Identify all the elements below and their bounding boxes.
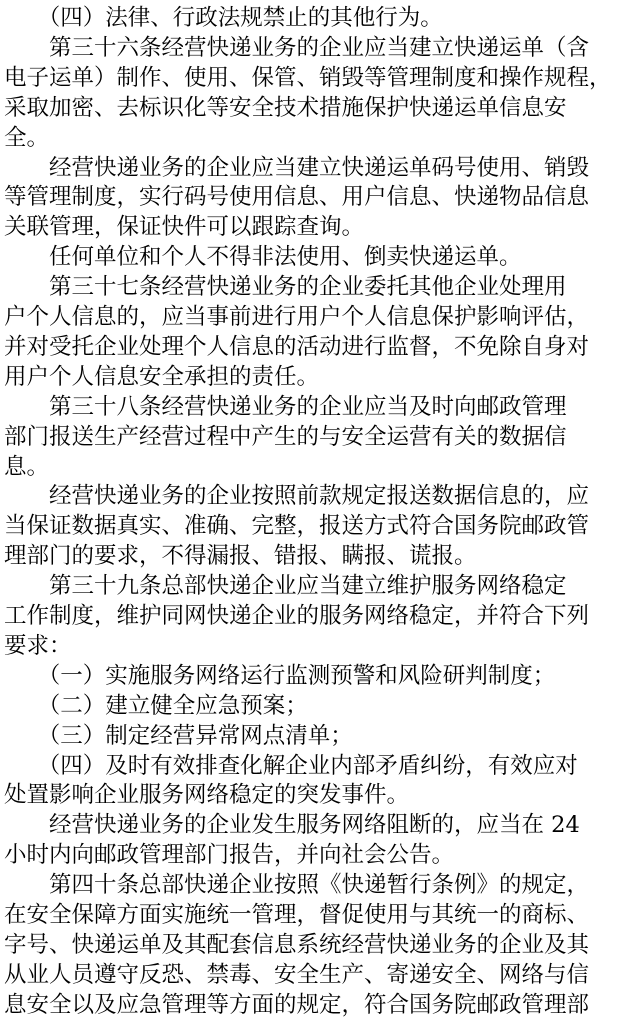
text-line: 第三十七条经营快递业务的企业委托其他企业处理用 bbox=[4, 274, 567, 301]
text-line: 当保证数据真实、准确、完整，报送方式符合国务院邮政管 bbox=[4, 513, 590, 540]
text-line: 理部门的要求，不得漏报、错报、瞒报、谎报。 bbox=[4, 543, 477, 570]
text-line: （三）制定经营异常网点清单； bbox=[4, 722, 353, 749]
text-line: 部门报送生产经营过程中产生的与安全运营有关的数据信 bbox=[4, 423, 567, 450]
text-line: （二）建立健全应急预案； bbox=[4, 692, 308, 719]
document-page bbox=[4, 0, 632, 1018]
text-line: （四）及时有效排查化解企业内部矛盾纠纷，有效应对 bbox=[4, 752, 578, 779]
text-line: 全。 bbox=[4, 124, 50, 151]
text-line: 字号、快递运单及其配套信息系统经营快递业务的企业及其 bbox=[4, 931, 590, 958]
text-line: 息。 bbox=[4, 453, 50, 480]
text-line: 经营快递业务的企业按照前款规定报送数据信息的，应 bbox=[4, 483, 590, 510]
text-line: 息安全以及应急管理等方面的规定，符合国务院邮政管理部 bbox=[4, 991, 590, 1018]
text-line: 采取加密、去标识化等安全技术措施保护快递运单信息安 bbox=[4, 94, 567, 121]
text-line: （一）实施服务网络运行监测预警和风险研判制度； bbox=[4, 662, 556, 689]
text-line: 小时内向邮政管理部门报告，并向社会公告。 bbox=[4, 842, 455, 869]
text-line: 等管理制度，实行码号使用信息、用户信息、快递物品信息 bbox=[4, 184, 590, 211]
text-line: 第四十条总部快递企业按照《快递暂行条例》的规定， bbox=[4, 872, 590, 899]
text-line: 任何单位和个人不得非法使用、倒卖快递运单。 bbox=[4, 244, 522, 271]
text-line: （四）法律、行政法规禁止的其他行为。 bbox=[4, 5, 443, 31]
text-line: 关联管理，保证快件可以跟踪查询。 bbox=[4, 214, 365, 241]
text-line: 用户个人信息安全承担的责任。 bbox=[4, 363, 320, 390]
text-line: 第三十六条经营快递业务的企业应当建立快递运单（含 bbox=[4, 34, 590, 61]
text-line: 并对受托企业处理个人信息的活动进行监督，不免除自身对 bbox=[4, 333, 590, 360]
text-line: 处置影响企业服务网络稳定的突发事件。 bbox=[4, 782, 410, 809]
text-line: 第三十九条总部快递企业应当建立维护服务网络稳定 bbox=[4, 573, 567, 600]
text-line: 电子运单）制作、使用、保管、销毁等管理制度和操作规程， bbox=[4, 64, 612, 91]
text-line: 经营快递业务的企业应当建立快递运单码号使用、销毁 bbox=[4, 154, 590, 181]
text-line: 经营快递业务的企业发生服务网络阻断的，应当在 24 bbox=[4, 812, 580, 839]
text-line: 工作制度，维护同网快递企业的服务网络稳定，并符合下列 bbox=[4, 603, 590, 629]
text-line: 从业人员遵守反恐、禁毒、安全生产、寄递安全、网络与信 bbox=[4, 961, 590, 988]
text-line: 要求： bbox=[4, 632, 72, 659]
text-line: 在安全保障方面实施统一管理，督促使用与其统一的商标、 bbox=[4, 902, 590, 928]
text-line: 第三十八条经营快递业务的企业应当及时向邮政管理 bbox=[4, 393, 567, 420]
text-line: 户个人信息的，应当事前进行用户个人信息保护影响评估， bbox=[4, 304, 590, 330]
